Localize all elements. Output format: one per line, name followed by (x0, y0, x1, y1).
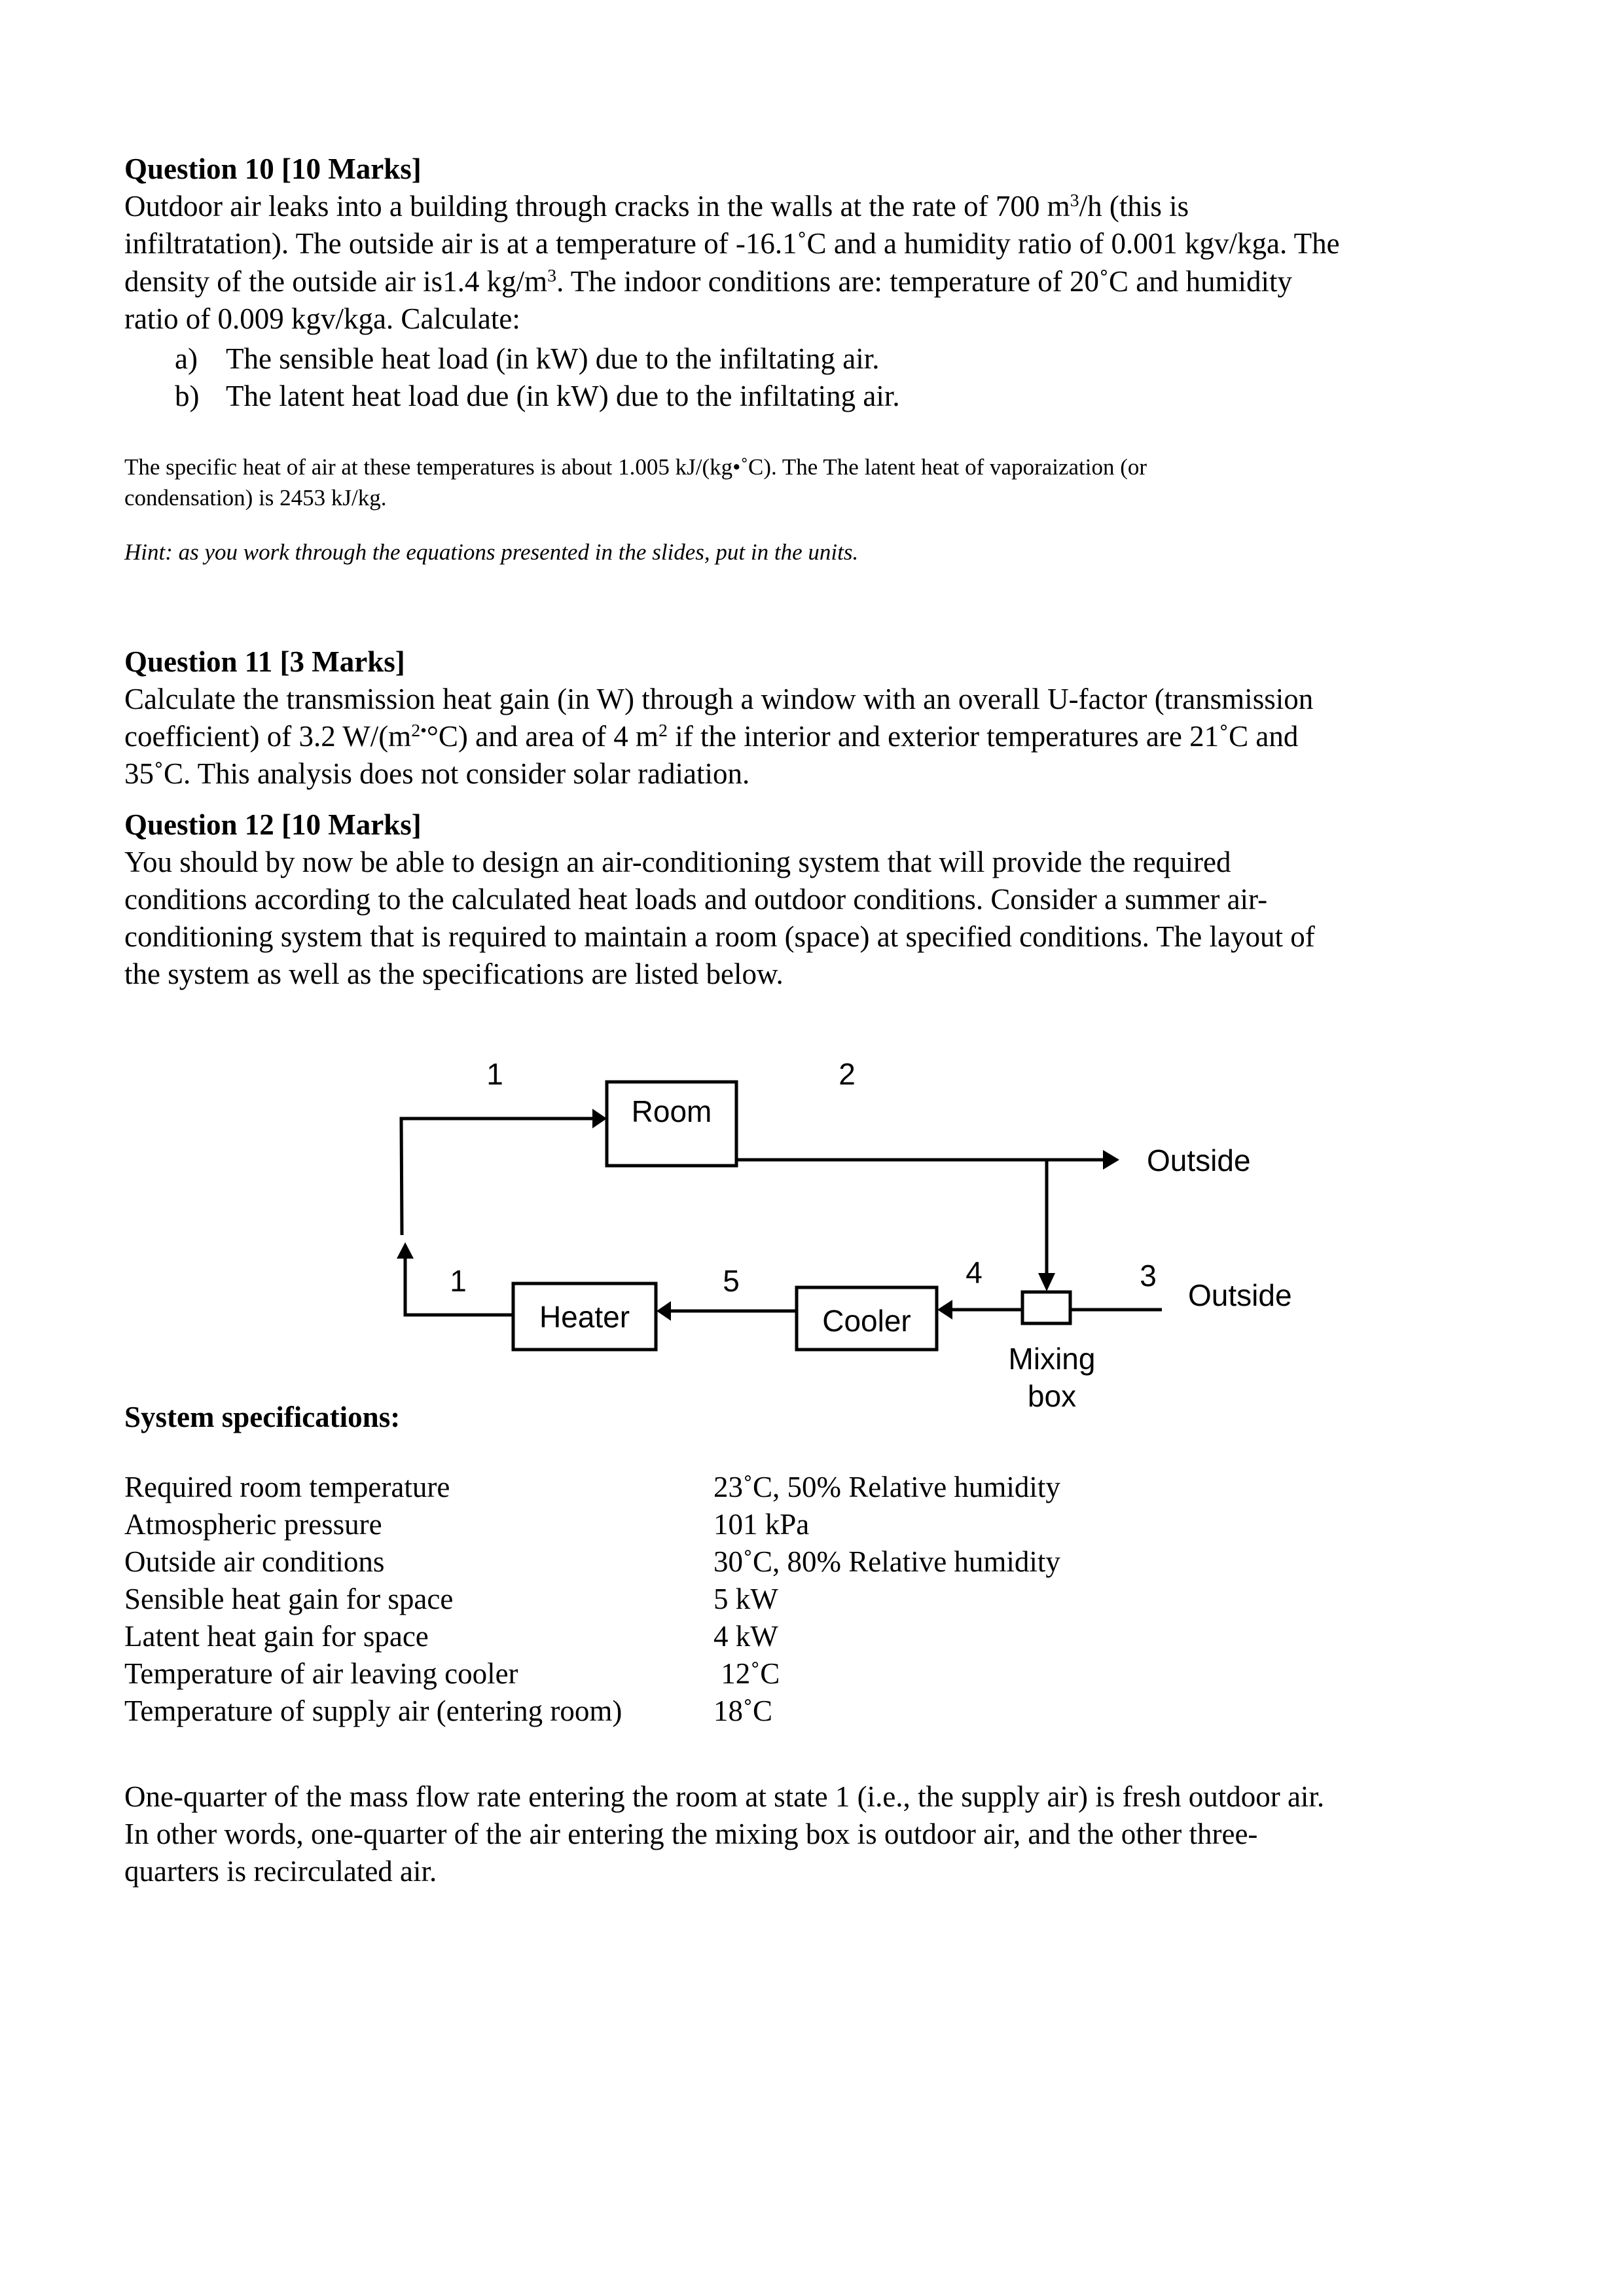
mixing-box-label-line-2: box (1027, 1379, 1077, 1413)
q10-paragraph-line-4: ratio of 0.009 kgv/kga. Calculate: (124, 302, 520, 335)
arrow-head-into-room (592, 1109, 607, 1128)
q10-hint: Hint: as you work through the equations presented in the slides, put in the units. (124, 539, 859, 565)
q11-paragraph-line-3: 35˚C. This analysis does not consider solar radiation. (124, 757, 750, 790)
superscript: 2• (411, 720, 427, 741)
q11-paragraph-line-1: Calculate the transmission heat gain (in W) through a window with an overall U-factor (transmission (124, 683, 1314, 715)
q12-paragraph-line-2: conditions according to the calculated heat loads and outdoor conditions. Consider a summer air- (124, 883, 1268, 916)
question-10-heading: Question 10 [10 Marks] (124, 152, 422, 185)
spec-row (0, 1470, 1624, 1503)
q12-paragraph-line-3: conditioning system that is required to maintain a room (space) at specified conditions. The layout of (124, 920, 1315, 953)
q12-paragraph-line-4: the system as well as the specifications are listed below. (124, 958, 784, 990)
spec-label: Temperature of supply air (entering room) (124, 1695, 623, 1727)
state-2-label: 2 (839, 1057, 856, 1091)
q10-note-line-2: condensation) is 2453 kJ/kg. (124, 485, 387, 511)
spec-value: 4 kW (713, 1620, 778, 1653)
spec-row (0, 1619, 1624, 1652)
superscript-3: 3 (547, 265, 557, 286)
spec-row (0, 1657, 1624, 1689)
spec-label: Sensible heat gain for space (124, 1583, 454, 1615)
question-11-heading: Question 11 [3 Marks] (124, 645, 405, 678)
heater-label: Heater (539, 1300, 630, 1334)
room-label: Room (631, 1094, 712, 1128)
item-text: The sensible heat load (in kW) due to the infiltating air. (226, 342, 880, 375)
state-1-bottom-label: 1 (450, 1264, 467, 1298)
question-12-heading: Question 12 [10 Marks] (124, 808, 422, 841)
q12-paragraph-line-1: You should by now be able to design an air-conditioning system that will provide the required (124, 846, 1231, 878)
spec-label: Latent heat gain for space (124, 1620, 429, 1653)
cooler-label: Cooler (822, 1304, 911, 1338)
q10-note-line-1: The specific heat of air at these temperatures is about 1.005 kJ/(kg•˚C). The The latent heat of vaporaization (or (124, 454, 1147, 480)
supply-air-line (401, 1119, 592, 1235)
q10-paragraph-line-3: density of the outside air is1.4 $kg/m^3$. The indoor conditions are: temperature of 20˚C and humidity (124, 265, 1293, 298)
spec-label: Required room temperature (124, 1471, 450, 1503)
spec-row (0, 1507, 1624, 1540)
q10-paragraph-line-2: infiltratation). The outside air is at a temperature of -16.1˚C and a humidity ratio of 0.001 kgv/kga. The (124, 227, 1340, 260)
mixing-box-label-line-1: Mixing (1008, 1342, 1096, 1376)
closing-paragraph-line-2: In other words, one-quarter of the air entering the mixing box is outdoor air, and the other three- (124, 1818, 1258, 1850)
spec-value: 101 kPa (713, 1508, 810, 1541)
superscript-3: 3 (1070, 190, 1079, 211)
spec-value: 5 kW (713, 1583, 778, 1615)
arrow-head-into-heater (657, 1301, 671, 1321)
item-label: b) (175, 380, 200, 412)
arrow-head-into-mixing-box (1038, 1273, 1055, 1291)
spec-label: Temperature of air leaving cooler (124, 1657, 518, 1690)
closing-paragraph-line-1: One-quarter of the mass flow rate entering the room at state 1 (i.e., the supply air) is fresh outdoor air. (124, 1780, 1325, 1813)
spec-value: 30˚C, 80% Relative humidity (713, 1545, 1060, 1578)
arrow-head-to-outside (1103, 1150, 1119, 1170)
item-text: The latent heat load due (in kW) due to the infiltating air. (226, 380, 900, 412)
spec-label: Atmospheric pressure (124, 1508, 382, 1541)
spec-value: 18˚C (713, 1695, 772, 1727)
q11-paragraph-line-2: coefficient) of 3.2 $W/(m^{2•}^\circ C)$ and area of 4 $m^2$ if the interior and exterior temperatures are 21˚C and (124, 720, 1299, 753)
arrow-head-into-cooler (937, 1300, 952, 1319)
item-label: a) (175, 342, 198, 375)
state-3-label: 3 (1140, 1259, 1157, 1293)
outside-intake-label: Outside (1188, 1278, 1292, 1312)
mixing-box (1022, 1292, 1070, 1323)
outside-exhaust-label: Outside (1147, 1143, 1251, 1177)
spec-row (0, 1582, 1624, 1615)
arrow-head-upward (397, 1242, 414, 1259)
system-specifications-heading: System specifications: (124, 1401, 401, 1433)
spec-label: Outside air conditions (124, 1545, 385, 1578)
spec-value: 12˚C (713, 1657, 780, 1690)
state-4-label: 4 (965, 1255, 983, 1289)
state-5-label: 5 (723, 1264, 740, 1298)
spec-value: 23˚C, 50% Relative humidity (713, 1471, 1060, 1503)
spec-row (0, 1694, 1624, 1727)
spec-row (0, 1545, 1624, 1577)
q10-paragraph-line-1: Outdoor air leaks into a building through cracks in the walls at the rate of 700 $m^3/h$ (this is (124, 190, 1189, 223)
closing-paragraph-line-3: quarters is recirculated air. (124, 1855, 437, 1888)
state-1-top-label: 1 (486, 1057, 503, 1091)
superscript: 2 (659, 720, 668, 741)
